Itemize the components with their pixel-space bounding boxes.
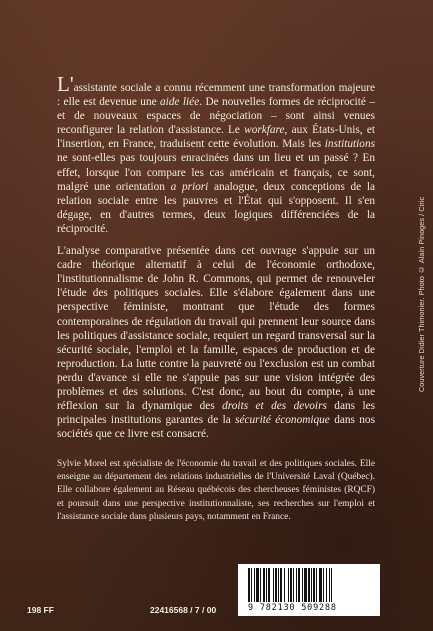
- blurb-paragraph-1: L'assistante sociale a connu récemment une transformation majeure : elle est devenue une aide liée. De nouvelles formes de réciprocité – et de nouveaux espaces de négociation – sont ainsi venues reconfigurer la relation d'assistance. Le workfare, aux États-Unis, et l'insertion, en France, traduisent cette évolution. Mais les institutions ne sont-elles pas toujours enracinées dans un lieu et un passé ? En effet, lorsque l'on compare les cas américain et français, ce sont, malgré une orientation a priori analogue, deux conceptions de la relation sociale entre les pauvres et l'État qui s'opposent. Il s'en dégage, en d'autres termes, deux logiques différenciées de la réciprocité.: [57, 72, 375, 235]
- emphasis-institutions: institutions: [324, 138, 375, 151]
- barcode-bar: [251, 568, 252, 602]
- barcode-bar: [266, 568, 267, 602]
- emphasis-droits-devoirs: droits et des devoirs: [222, 400, 327, 413]
- barcode-bar: [329, 568, 330, 602]
- barcode-bar: [296, 568, 297, 602]
- barcode-bar: [311, 568, 312, 602]
- barcode-bar: [288, 568, 289, 602]
- barcode: [238, 564, 380, 616]
- barcode-bar: [302, 568, 303, 602]
- blurb-paragraph-2: L'analyse comparative présentée dans cet ouvrage s'appuie sur un cadre théorique alternatif à celui de l'économie orthodoxe, l'institutionnalisme de John R. Commons, qui permet de renouveler l'étude des politiques sociales. Elle s'élabore également dans une perspective féministe, montrant que l'étude des formes contemporaines de régulation du travail qui prennent leur source dans les politiques d'assistance sociale, requiert un regard transversal sur la sécurité sociale, l'emploi et la famille, espaces de production et de reproduction. La lutte contre la pauvreté ou l'exclusion est un combat perdu d'avance si elle ne s'appuie pas sur une vision intégrée des problèmes et des solutions. C'est donc, au bout du compte, à une réflexion sur la dynamique des droits et des devoirs dans les principales institutions garantes de la sécurité économique dans nos sociétés que ce livre est consacré.: [57, 245, 375, 441]
- barcode-bars: [248, 568, 372, 602]
- barcode-bar: [263, 568, 265, 602]
- barcode-bar: [284, 568, 285, 602]
- barcode-bar: [280, 568, 282, 602]
- barcode-bar: [323, 568, 324, 602]
- barcode-bar: [273, 568, 274, 602]
- barcode-number: 9 782130 509288: [248, 603, 337, 613]
- emphasis-aide-liee: aide liée: [160, 96, 200, 109]
- cover-credit: Couverture Didier Thimonier. Photo © Alain Pinoges / Ciric: [417, 196, 426, 392]
- barcode-bar: [316, 568, 317, 602]
- barcode-bar: [308, 568, 310, 602]
- barcode-bar: [256, 568, 259, 602]
- barcode-bar: [268, 568, 270, 602]
- blurb: [57, 72, 375, 441]
- barcode-bar: [313, 568, 315, 602]
- barcode-bar: [260, 568, 261, 602]
- price-label: 198 FF: [27, 605, 54, 615]
- barcode-bar: [298, 568, 300, 602]
- barcode-bar: [248, 568, 250, 602]
- barcode-bar: [331, 568, 332, 602]
- barcode-bar: [290, 568, 292, 602]
- barcode-bar: [326, 568, 327, 602]
- catalog-code: 22416568 / 7 / 00: [150, 605, 217, 615]
- barcode-bar: [278, 568, 279, 602]
- emphasis-a-priori: a priori: [170, 180, 209, 193]
- barcode-bar: [275, 568, 277, 602]
- emphasis-securite-economique: sécurité économique: [235, 414, 330, 427]
- author-bio: Sylvie Morel est spécialiste de l'économie du travail et des politiques sociales. Elle enseigne au département des relations industrielles de l'Université Laval (Québec). Elle collabore également au Réseau québécois des chercheuses féministes (RQCF) et poursuit dans une perspective institutionnaliste, ses recherches sur l'emploi et l'assistance sociale dans plusieurs pays, notamment en France.: [57, 459, 375, 522]
- emphasis-workfare: workfare: [244, 124, 285, 137]
- barcode-bar: [304, 568, 307, 602]
- barcode-bar: [319, 568, 322, 602]
- barcode-bar: [293, 568, 294, 602]
- barcode-bar: [254, 568, 255, 602]
